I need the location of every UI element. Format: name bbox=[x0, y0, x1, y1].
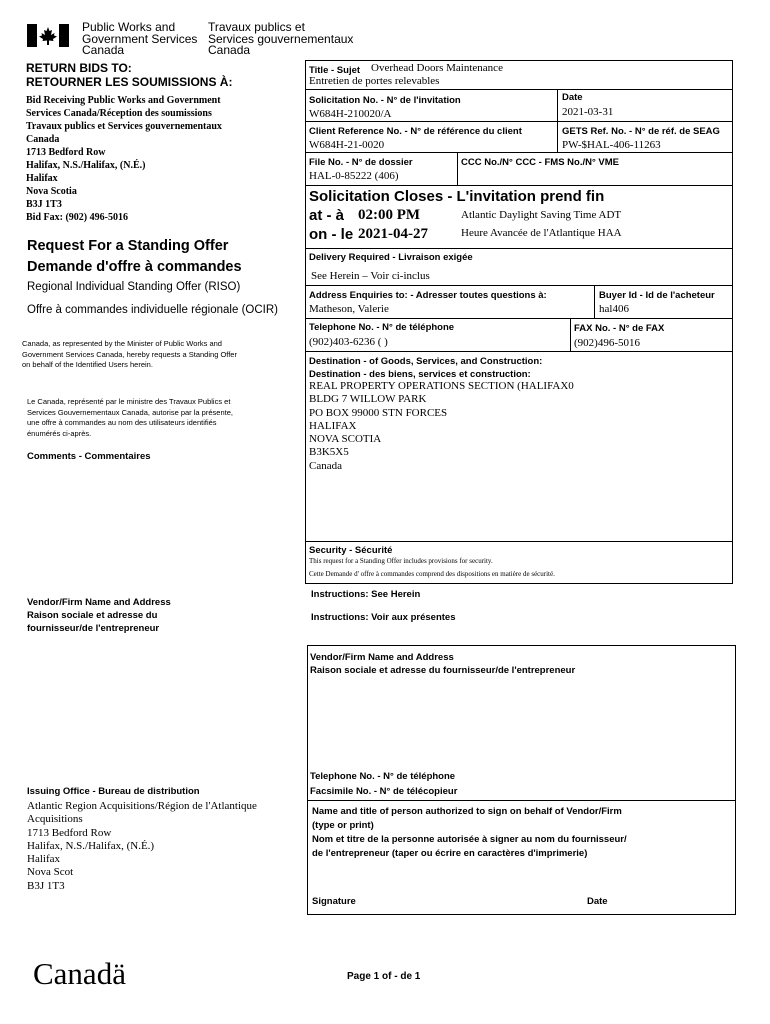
closing-date-value: 2021-04-27 bbox=[358, 226, 428, 242]
buyer-id-value: hal406 bbox=[599, 303, 629, 315]
comments-label: Comments - Commentaires bbox=[27, 451, 151, 462]
client-ref-value: W684H-21-0020 bbox=[309, 139, 385, 151]
timezone-fr: Heure Avancée de l'Atlantique HAA bbox=[461, 227, 622, 239]
ocir-label: Offre à commandes individuelle régionale (OCIR) bbox=[27, 304, 278, 316]
closing-time-value: 02:00 PM bbox=[358, 207, 421, 223]
page-number: Page 1 of - de 1 bbox=[347, 971, 421, 982]
title-value-en: Overhead Doors Maintenance bbox=[371, 62, 503, 74]
buyer-id-label: Buyer Id - Id de l'acheteur bbox=[599, 290, 715, 301]
authorized-signer-label: Name and title of person authorized to sign on behalf of Vendor/Firm (type or print) Nom et titre de la personne autorisée à signer au nom du fournisseur/ de l'entrepreneur (taper ou écrire en caractères d'imprimerie) bbox=[312, 806, 627, 859]
title-value-fr: Entretien de portes relevables bbox=[309, 75, 440, 87]
security-label: Security - Sécurité bbox=[309, 545, 393, 556]
return-bids-title: RETURN BIDS TO: RETOURNER LES SOUMISSIONS À: bbox=[26, 61, 233, 89]
return-bids-address: Bid Receiving Public Works and Government Services Canada/Réception des soumissions Travaux publics et Services gouvernementaux Canada 1713 Bedford Row Halifax, N.S./Halifax, (N.É.) Halifax Nova Scotia B3J 1T3 Bid Fax: (902) 496-5016 bbox=[26, 95, 222, 223]
file-no-label: File No. - N° de dossier bbox=[309, 157, 413, 168]
telephone-value: (902)403-6236 ( ) bbox=[309, 336, 388, 348]
gets-ref-value: PW-$HAL-406-11263 bbox=[562, 139, 661, 151]
fax-label: FAX No. - N° de FAX bbox=[574, 323, 665, 334]
vendor-name-label: Vendor/Firm Name and Address Raison sociale et adresse du fournisseur/de l'entrepreneur bbox=[310, 652, 576, 676]
vendor-name-address-field[interactable] bbox=[308, 678, 735, 766]
solicitation-no-label: Solicitation No. - N° de l'invitation bbox=[309, 95, 461, 106]
destination-label: Destination - of Goods, Services, and Construction: Destination - des biens, services et construction: bbox=[309, 356, 543, 380]
solicitation-closes-title: Solicitation Closes - L'invitation prend fin bbox=[309, 188, 605, 205]
at-label: at - à bbox=[309, 207, 345, 224]
vendor-telephone-label: Telephone No. - N° de téléphone bbox=[310, 771, 456, 782]
left-vendor-label: Vendor/Firm Name and Address Raison sociale et adresse du fournisseur/de l'entrepreneur bbox=[27, 597, 171, 634]
request-paragraph-fr: Le Canada, représenté par le ministre des Travaux Publics et Services Gouvernementaux Canada, autorise par la présente, une offre à commandes au nom des utilisateurs identifiés énumérés ci-après. bbox=[27, 397, 233, 438]
issuing-office-address: Atlantic Region Acquisitions/Région de l'Atlantique Acquisitions 1713 Bedford Row Halifax, N.S./Halifax, (N.É.) Halifax Nova Scot B3J 1T3 bbox=[27, 800, 257, 892]
riso-label: Regional Individual Standing Offer (RISO) bbox=[27, 281, 241, 293]
request-title: Request For a Standing Offer Demande d'offre à commandes bbox=[27, 238, 242, 275]
gets-ref-label: GETS Ref. No. - N° de réf. de SEAG bbox=[562, 126, 720, 137]
vendor-facsimile-label: Facsimile No. - N° de télécopieur bbox=[310, 786, 458, 797]
date-value: 2021-03-31 bbox=[562, 106, 614, 118]
signature-label: Signature bbox=[312, 896, 356, 907]
telephone-label: Telephone No. - N° de téléphone bbox=[309, 322, 455, 333]
file-no-value: HAL-0-85222 (406) bbox=[309, 170, 399, 182]
issuing-office-label: Issuing Office - Bureau de distribution bbox=[27, 786, 200, 797]
timezone-en: Atlantic Daylight Saving Time ADT bbox=[461, 209, 622, 221]
title-label: Title - Sujet bbox=[309, 65, 361, 76]
delivery-value: See Herein – Voir ci-inclus bbox=[311, 270, 430, 282]
authorized-signer-field[interactable] bbox=[308, 862, 735, 892]
instructions-fr: Instructions: Voir aux présentes bbox=[311, 612, 456, 623]
delivery-label: Delivery Required - Livraison exigée bbox=[309, 252, 473, 263]
instructions-en: Instructions: See Herein bbox=[311, 589, 421, 600]
security-text-fr: Cette Demande d' offre à commandes comprend des dispositions en matière de sécurité. bbox=[309, 570, 555, 578]
address-enquiries-value: Matheson, Valerie bbox=[309, 303, 389, 315]
department-name-fr: Travaux publics et Services gouvernementaux Canada bbox=[208, 20, 354, 57]
solicitation-no-value: W684H-210020/A bbox=[309, 108, 392, 120]
destination-address: REAL PROPERTY OPERATIONS SECTION (HALIFAX0 BLDG 7 WILLOW PARK PO BOX 99000 STN FORCES HALIFAX NOVA SCOTIA B3K5X5 Canada bbox=[309, 380, 574, 472]
fax-value: (902)496-5016 bbox=[574, 337, 640, 349]
on-label: on - le bbox=[309, 226, 354, 243]
address-enquiries-label: Address Enquiries to: - Adresser toutes questions à: bbox=[309, 290, 547, 301]
date-label: Date bbox=[562, 92, 583, 103]
signature-date-label: Date bbox=[587, 896, 608, 907]
canada-wordmark: Canadä bbox=[33, 956, 126, 991]
security-text-en: This request for a Standing Offer includes provisions for security. bbox=[309, 557, 493, 565]
department-name-en: Public Works and Government Services Canada bbox=[82, 20, 198, 57]
ccc-no-label: CCC No./N° CCC - FMS No./N° VME bbox=[461, 157, 620, 168]
client-ref-label: Client Reference No. - N° de référence du client bbox=[309, 126, 522, 137]
request-paragraph-en: Canada, as represented by the Minister of Public Works and Government Services Canada, hereby requests a Standing Offer on behalf of the Identified Users herein. bbox=[22, 339, 237, 369]
canada-flag-icon bbox=[27, 24, 69, 47]
